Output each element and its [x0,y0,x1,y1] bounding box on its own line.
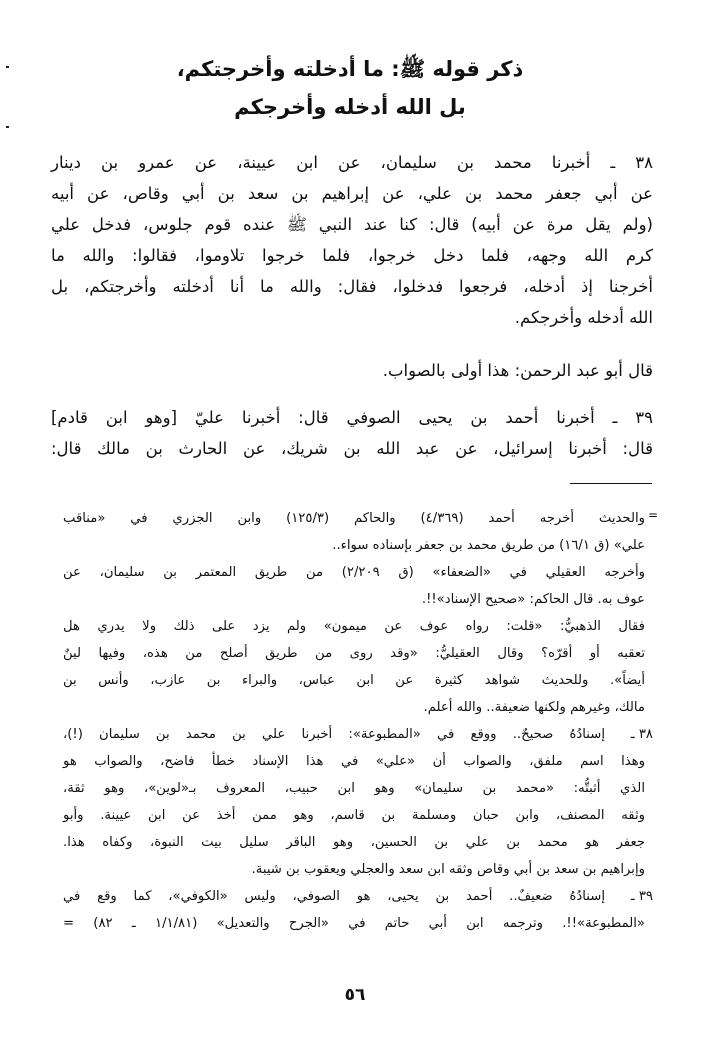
main-text-line: قال أبو عبد الرحمن: هذا أولى بالصواب. [382,361,653,380]
main-text-line: كرم الله وجهه، فلما دخل خرجوا، فلما خرجوا تلاوموا، فقالوا: والله ما [51,246,653,265]
main-text-line: ٣٨ ـ أخبرنا محمد بن سليمان، عن ابن عيينة، عن عمرو بن دينار [51,153,653,172]
main-text-line: (ولم يقل مرة عن أبيه) قال: كنا عند النبي ﷺ عنده قوم جلوس، فدخل علي [51,215,653,234]
footnote-line: جعفر هو محمد بن علي بن الحسين، وهو الباقر سليل بيت النبوة، وكفاه هذا. [63,835,645,850]
scan-mark [6,66,9,68]
footnote-line: إسنادُهُ صحيحٌ.. ووقع في «المطبوعة»: أخبرنا علي بن محمد بن سليمان (!)، [63,727,605,742]
footnote-line: وأخرجه العقيلي في «الضعفاء» (ق ٢/٢٠٩) من طريق المعتمر بن سليمان، عن [63,565,645,580]
footnote-line: عوف به. قال الحاكم: «صحيح الإسناد»!!. [421,592,645,607]
footnote-line: الذي أثبتُّه: «محمد بن سليمان» وهو ابن حبيب، المعروف بـ«لوين»، وهو ثقة، [63,781,645,796]
footnote-line: إسنادُهُ ضعيفٌ.. أحمد بن يحيى، هو الصوفي، وليس «الكوفي»، كما وقع في [63,889,605,904]
chapter-heading-line-1: ذكر قوله ﷺ: ما أدخلته وأخرجتكم، [176,57,524,81]
scan-mark [6,126,9,128]
footnote-line: فقال الذهبيُّ: «قلت: رواه عوف عن ميمون» ولم يزد على ذلك ولا يدري هل [63,619,645,634]
main-text-line: الله أدخله وأخرجكم. [514,308,653,327]
footnote-line: أيضاً». وللحديث شواهد كثيرة عن ابن عباس، والبراء بن عازب، وأنس بن [63,673,645,688]
footnote-line: مالك، وغيرهم ولكنها ضعيفة.. والله أعلم. [423,700,645,715]
continuation-mark: = [648,508,659,522]
footnote-line: وثقه المصنف، وابن حبان ومسلمة بن قاسم، وهو ممن أخذ عن ابن عيينة. وأبو [63,808,645,823]
page-number: ٥٦ [344,985,366,1005]
footnote-line: وهذا اسم ملفق، والصواب أن «علي» في هذا الإسناد خطأ فاضح، والصواب هو [63,754,645,769]
footnote-line: والحديث أخرجه أحمد (٤/٣٦٩) والحاكم (١٢٥/٣) وابن الجزري في «مناقب [63,511,645,526]
footnote-number-38: ٣٨ ـ [630,727,653,742]
main-text-line: ٣٩ ـ أخبرنا أحمد بن يحيى الصوفي قال: أخبرنا عليّ [وهو ابن قادم] [51,408,653,427]
main-text-line: أخرجنا إذ أدخله، فرجعوا فدخلوا، فقال: والله ما أنا أدخلته وأخرجتكم، بل [51,277,653,296]
footnote-number-39: ٣٩ ـ [630,889,653,904]
chapter-heading-line-2: بل الله أدخله وأخرجكم [234,95,466,119]
footnote-line: علي» (ق ١٦/١) من طريق محمد بن جعفر بإسناده سواء.. [332,538,645,553]
main-text-line: عن أبي جعفر محمد بن علي، عن إبراهيم بن سعد بن أبي وقاص، عن أبيه [51,184,653,203]
footnote-line: تعقبه أو أقرّه؟ وقال العقيليُّ: «وقد روى من طريق أصلح من هذه، وفيها لينٌ [63,646,645,661]
main-text-line: قال: أخبرنا إسرائيل، عن عبد الله بن شريك، عن الحارث بن مالك قال: [51,439,653,458]
footnote-separator [570,483,652,484]
footnote-line: وإبراهيم بن سعد بن أبي وقاص وثقه ابن سعد والعجلي ويعقوب بن شيبة. [251,862,645,877]
footnote-line: «المطبوعة»!!. وترجمه ابن أبي حاتم في «الجرح والتعديل» (١/١/٨١ ـ ٨٢) = [63,916,645,931]
